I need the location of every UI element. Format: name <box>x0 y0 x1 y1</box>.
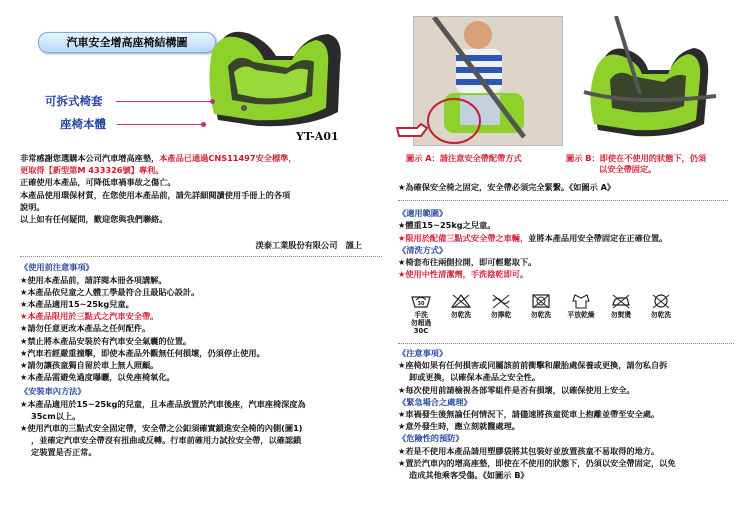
caution-line: 卸或更換，以確保本產品之安全性。 <box>409 372 541 383</box>
prevent-line: ★若是不使用本產品請用塑膠袋將其包裝好並放置孩童不易取得的地方。 <box>398 445 660 456</box>
page-title: 汽車安全增高座椅結構圖 <box>38 32 216 53</box>
emergency-line: ★車禍發生後無論任何情況下，請儘速將孩童從車上抱離並帶至安全處。 <box>398 409 660 420</box>
wash-line-red: ★使用中性清潔劑，手洗陰乾即可。 <box>398 269 529 280</box>
notes-header: 《使用前注意事項》 <box>20 262 94 273</box>
emergency-header: 《緊急場合之處理》 <box>398 396 472 407</box>
prevent-line: ★置於汽車內的增高座墊，即使在不使用的狀態下，仍須以安全帶固定，以免 <box>398 457 676 468</box>
right-column-lower <box>398 343 734 481</box>
hand-wash-icon <box>404 293 438 335</box>
pointing-hand-icon <box>395 122 429 142</box>
right-column-upper <box>398 181 728 280</box>
caution-line: ★每次使用前請檢視各部零組件是否有損壞，以確保使用上安全。 <box>398 384 635 395</box>
install-line: 定裝置是否正常。 <box>31 447 97 458</box>
icon-label: 勿乾洗 <box>450 311 472 319</box>
no-tumble-icon <box>524 293 558 319</box>
intro-line-1a: 非常感謝您選購本公司汽車增高座墊， <box>20 153 160 163</box>
no-dry-icon <box>484 293 518 319</box>
divider <box>398 343 734 344</box>
note-item: ★本產品依兒童之人體工學最符合且最貼心設計。 <box>20 286 200 297</box>
icon-label: 勿乾洗 <box>530 311 552 319</box>
icon-label: 勿乾洗 <box>650 311 672 319</box>
body-pointer <box>117 124 203 125</box>
figure-a-photo <box>413 16 563 146</box>
divider <box>398 200 728 201</box>
intro-line-6: 以上如有任何疑問，歡迎您與我們聯絡。 <box>20 214 168 225</box>
note-item: ★請勿任意更改本產品之任何配件。 <box>20 323 151 334</box>
intro-line-1b: 本產品已通過CNS11497安全標準， <box>159 153 297 163</box>
intro-line-4: 本產品使用環保材質，在您使用本產品前，請先詳細閱讀使用手冊上的各項 <box>20 189 291 200</box>
caption-figure-a: 圖示 A：請注意安全帶配帶方式 <box>406 153 522 163</box>
icon-label: 勿熨燙 <box>610 311 632 319</box>
range-line-red: ★限用於配備三點式安全帶之車輛， <box>398 232 529 243</box>
child-seated-photo <box>414 17 562 145</box>
note-item: ★使用本產品前，請詳閱本冊各項講解。 <box>20 274 167 285</box>
range-header: 《適用範圍》 <box>398 208 448 219</box>
emergency-line: ★意外發生時，應立刻就醫處理。 <box>398 421 520 432</box>
prevent-header: 《危險性的預防》 <box>398 433 464 444</box>
intro-line-2: 更取得【新型第M 433326號】專利。 <box>20 165 164 176</box>
divider <box>20 256 382 257</box>
cover-label: 可拆式椅套 <box>45 94 103 108</box>
wash-line: ★椅套布往兩側拉開，即可輕鬆取下。 <box>398 257 537 268</box>
cover-pointer <box>116 101 212 102</box>
caption-figure-b-2: 以安全帶固定。 <box>599 164 657 174</box>
no-bleach-icon <box>444 293 478 319</box>
no-iron-icon <box>604 293 638 319</box>
care-icons <box>404 293 704 341</box>
icon-label: 手洗 勿超過30C <box>410 311 432 335</box>
caption-figure-b-1: 圖示 B：即使在不使用的狀態下，仍須 <box>566 153 707 163</box>
body-label: 座椅本體 <box>60 117 106 131</box>
range-line: 並將本產品用安全帶固定在正確位置。 <box>528 232 668 243</box>
note-item: ★本產品限用於三點式之汽車安全帶。 <box>20 311 159 322</box>
caution-line: ★座椅如果有任何損害或同屬該前前衝擊和嚴胎處保養或更換，請勿私自拆 <box>398 360 668 371</box>
flat-dry-icon <box>564 293 598 319</box>
install-line: 35cm以上。 <box>31 410 81 421</box>
ensure-line: ★為確保安全椅之固定，安全帶必須完全緊繫。《如圖示 A》 <box>398 182 616 192</box>
note-item: ★本產品需避免過度曝曬，以免座椅氧化。 <box>20 372 175 383</box>
intro-signature: 渼泰工業股份有限公司 謹上 <box>255 240 362 251</box>
wash-header: 《清洗方式》 <box>398 244 448 255</box>
install-line: ★本產品適用於15~25kg的兒童，且本產品放置於汽車後座，汽車座椅深度為 <box>20 398 306 409</box>
icon-label: 勿擰乾 <box>490 311 512 319</box>
install-line: ★使用汽車的三點式安全固定帶，安全帶之公釦須確實鎖進安全椅的內側(圖1) <box>20 423 303 434</box>
left-column <box>20 152 382 459</box>
install-header: 《安裝車內方法》 <box>20 386 86 397</box>
intro-line-5: 說明。 <box>20 201 45 212</box>
note-item: ★汽車若經嚴重撞擊，即使本產品外觀無任何損壞，仍須停止使用。 <box>20 347 265 358</box>
caution-header: 《注意事項》 <box>398 348 448 358</box>
note-item: ★禁止將本產品安裝於有汽車安全氣囊的位置。 <box>20 335 192 346</box>
install-line: ，並確定汽車安全帶沒有扭曲或反轉。行車前確用力試拉安全帶，以確認鎖 <box>31 435 302 446</box>
icon-label: 平放乾燥 <box>567 311 595 319</box>
model-number: YT-A01 <box>296 130 339 143</box>
no-dryclean-icon <box>644 293 678 319</box>
note-item: ★本產品適用15~25kg兒童。 <box>20 299 134 310</box>
figure-b-seat-with-belt <box>576 16 726 146</box>
prevent-line: 造成其他乘客受傷。《如圖示 B》 <box>409 470 529 481</box>
booster-seat-illustration <box>198 16 348 134</box>
intro-line-3: 正確使用本產品，可降低車禍事故之傷亡。 <box>20 177 176 188</box>
svg-text:30: 30 <box>417 301 425 307</box>
range-line: ★體重15~25kg之兒童。 <box>398 220 496 231</box>
note-item: ★請勿讓孩童獨自留於車上無人照顧。 <box>20 360 159 371</box>
